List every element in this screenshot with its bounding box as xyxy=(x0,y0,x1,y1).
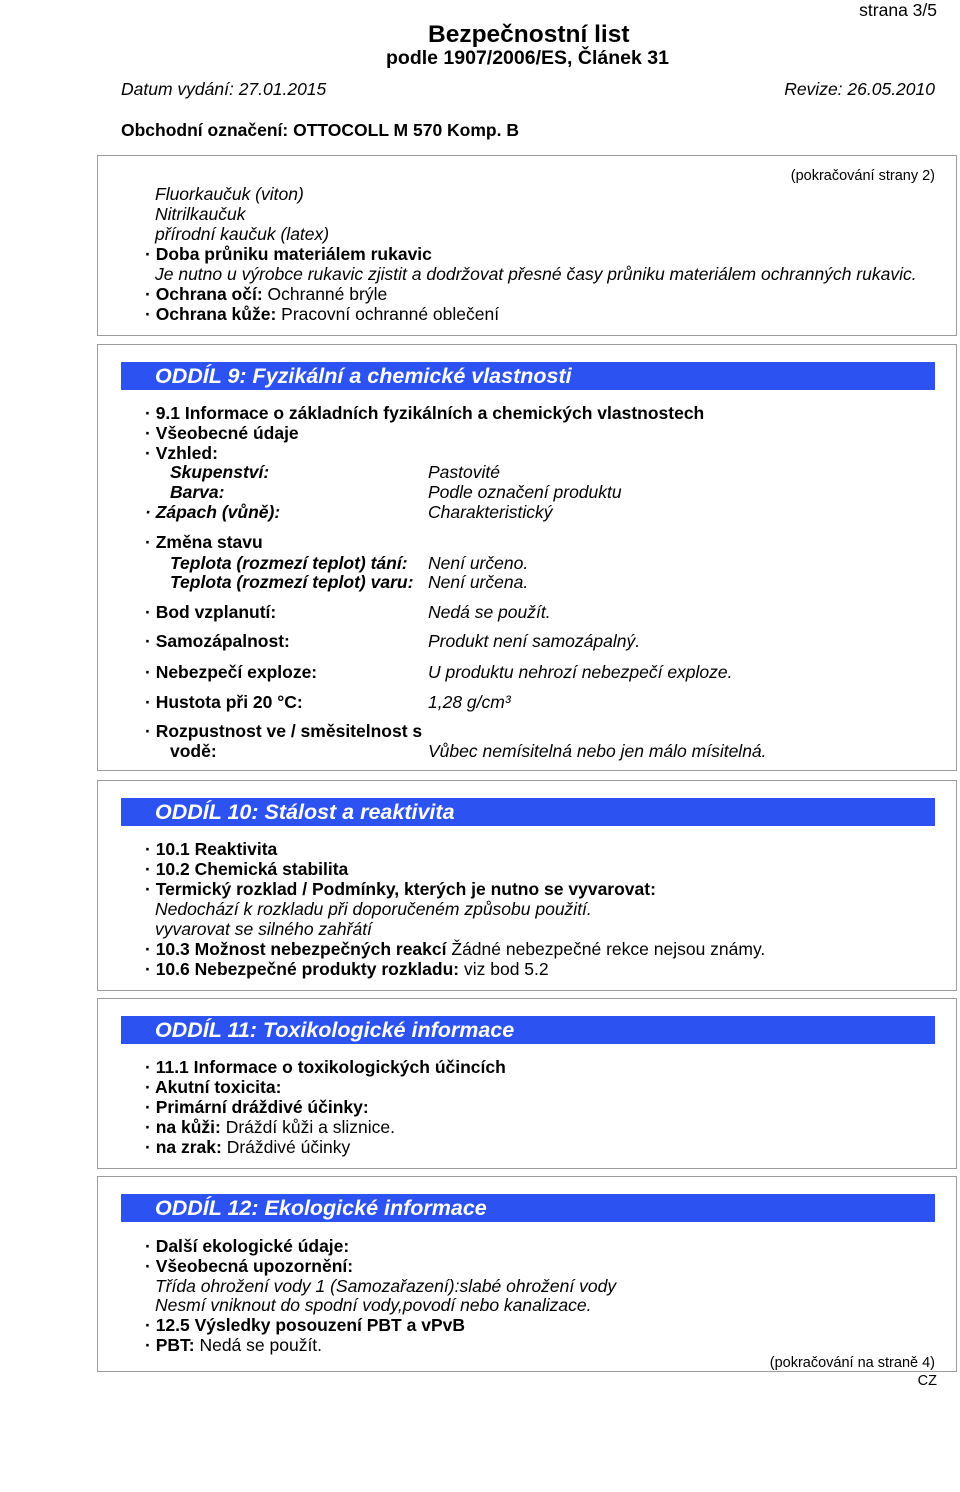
decomposition-products-label: · 10.6 Nebezpečné produkty rozkladu: xyxy=(145,959,460,979)
solubility-label: · Rozpustnost ve / směsitelnost s xyxy=(145,721,423,741)
continuation-note: (pokračování strany 2) xyxy=(790,168,935,184)
pbt-assessment-label: · 12.5 Výsledky posouzení PBT a vPvB xyxy=(145,1315,465,1335)
section-12-header xyxy=(121,1194,935,1222)
pbt-label: · PBT: xyxy=(145,1335,195,1355)
odour-value: Charakteristický xyxy=(428,502,553,522)
section-9-title: ODDÍL 9: Fyzikální a chemické vlastnosti xyxy=(155,364,572,388)
reactivity-label: · 10.1 Reaktivita xyxy=(145,839,278,859)
document-subtitle: podle 1907/2006/ES, Článek 31 xyxy=(386,47,669,69)
density-label: · Hustota při 20 °C: xyxy=(145,692,303,712)
glove-material: Fluorkaučuk (viton) xyxy=(155,184,304,204)
section-9-subheading: · 9.1 Informace o základních fyzikálních a chemických vlastnostech xyxy=(145,403,705,423)
explosion-label: · Nebezpečí exploze: xyxy=(145,662,318,682)
breakthrough-text: Je nutno u výrobce rukavic zjistit a dodržovat přesné časy průniku materiálem ochranných rukavic. xyxy=(155,264,917,284)
stability-label: · 10.2 Chemická stabilita xyxy=(145,859,349,879)
acute-toxicity-label: · Akutní toxicita: xyxy=(145,1077,282,1097)
eye-protection-label: · Ochrana očí: xyxy=(145,284,263,304)
eye-effect-label: · na zrak: xyxy=(145,1137,222,1157)
pbt-row xyxy=(145,1335,322,1355)
section-12-title: ODDÍL 12: Ekologické informace xyxy=(155,1196,487,1220)
hazardous-reactions-row xyxy=(145,939,765,959)
trade-name: Obchodní označení: OTTOCOLL M 570 Komp. B xyxy=(121,120,519,140)
page-number: strana 3/5 xyxy=(859,0,937,20)
melting-value: Není určeno. xyxy=(428,553,529,573)
explosion-value: U produktu nehrozí nebezpečí exploze. xyxy=(428,662,733,682)
skin-protection-label: · Ochrana kůže: xyxy=(145,304,277,324)
country-code: CZ xyxy=(917,1373,937,1389)
glove-material: Nitrilkaučuk xyxy=(155,204,246,224)
toxicology-info-label: · 11.1 Informace o toxikologických účincích xyxy=(145,1057,506,1077)
decomposition-text: Nedochází k rozkladu při doporučeném způsobu použití. xyxy=(155,899,592,919)
section-11-title: ODDÍL 11: Toxikologické informace xyxy=(155,1018,515,1042)
skin-effect-value: Dráždí kůži a sliznice. xyxy=(225,1117,395,1137)
color-value: Podle označení produktu xyxy=(428,482,622,502)
flash-point-label: · Bod vzplanutí: xyxy=(145,602,277,622)
eco-note: Třída ohrožení vody 1 (Samozařazení):slabé ohrožení vody xyxy=(155,1276,617,1296)
eco-note: Nesmí vniknout do spodní vody,povodí nebo kanalizace. xyxy=(155,1295,592,1315)
odour-label: · Zápach (vůně): xyxy=(145,502,281,522)
section-9-header xyxy=(121,362,935,390)
skin-protection-row xyxy=(145,304,499,324)
continued-note: (pokračování na straně 4) xyxy=(769,1355,935,1371)
general-info-label: · Všeobecné údaje xyxy=(145,423,299,443)
skin-effect-row xyxy=(145,1117,395,1137)
revision-date: Revize: 26.05.2010 xyxy=(784,79,935,99)
eye-protection-value: Ochranné brýle xyxy=(267,284,388,304)
other-eco-info-label: · Další ekologické údaje: xyxy=(145,1236,350,1256)
pbt-value: Nedá se použít. xyxy=(199,1335,323,1355)
eye-effect-value: Dráždivé účinky xyxy=(226,1137,351,1157)
boiling-value: Není určena. xyxy=(428,572,529,592)
eye-protection-row xyxy=(145,284,387,304)
state-label: Skupenství: xyxy=(170,462,270,482)
hazardous-reactions-value: Žádné nebezpečné rekce nejsou známy. xyxy=(451,939,766,959)
solubility-label-cont: vodě: xyxy=(170,741,217,761)
decomposition-products-value: viz bod 5.2 xyxy=(463,959,549,979)
flash-point-value: Nedá se použít. xyxy=(428,602,551,622)
decomposition-text: vyvarovat se silného zahřátí xyxy=(155,919,372,939)
color-label: Barva: xyxy=(170,482,225,502)
state-value: Pastovité xyxy=(428,462,500,482)
section-11-header xyxy=(121,1016,935,1044)
change-of-state-label: · Změna stavu xyxy=(145,532,263,552)
decomposition-products-row xyxy=(145,959,549,979)
solubility-value: Vůbec nemísitelná nebo jen málo mísitelná. xyxy=(428,741,767,761)
issue-date: Datum vydání: 27.01.2015 xyxy=(121,79,327,99)
skin-protection-value: Pracovní ochranné oblečení xyxy=(281,304,500,324)
section-10-title: ODDÍL 10: Stálost a reaktivita xyxy=(155,800,455,824)
density-value: 1,28 g/cm³ xyxy=(428,692,511,712)
general-notes-label: · Všeobecná upozornění: xyxy=(145,1256,354,1276)
glove-material: přírodní kaučuk (latex) xyxy=(155,224,330,244)
boiling-label: Teplota (rozmezí teplot) varu: xyxy=(170,572,414,592)
hazardous-reactions-label: · 10.3 Možnost nebezpečných reakcí xyxy=(145,939,447,959)
section-10-header xyxy=(121,798,935,826)
eye-effect-row xyxy=(145,1137,350,1157)
melting-label: Teplota (rozmezí teplot) tání: xyxy=(170,553,408,573)
self-ignition-label: · Samozápalnost: xyxy=(145,631,290,651)
document-title: Bezpečnostní list xyxy=(428,21,630,48)
skin-effect-label: · na kůži: xyxy=(145,1117,221,1137)
appearance-label: · Vzhled: xyxy=(145,443,218,463)
irritant-effects-label: · Primární dráždivé účinky: xyxy=(145,1097,369,1117)
self-ignition-value: Produkt není samozápalný. xyxy=(428,631,641,651)
decomposition-label: · Termický rozklad / Podmínky, kterých je nutno se vyvarovat: xyxy=(145,879,656,899)
breakthrough-label: · Doba průniku materiálem rukavic xyxy=(145,244,432,264)
